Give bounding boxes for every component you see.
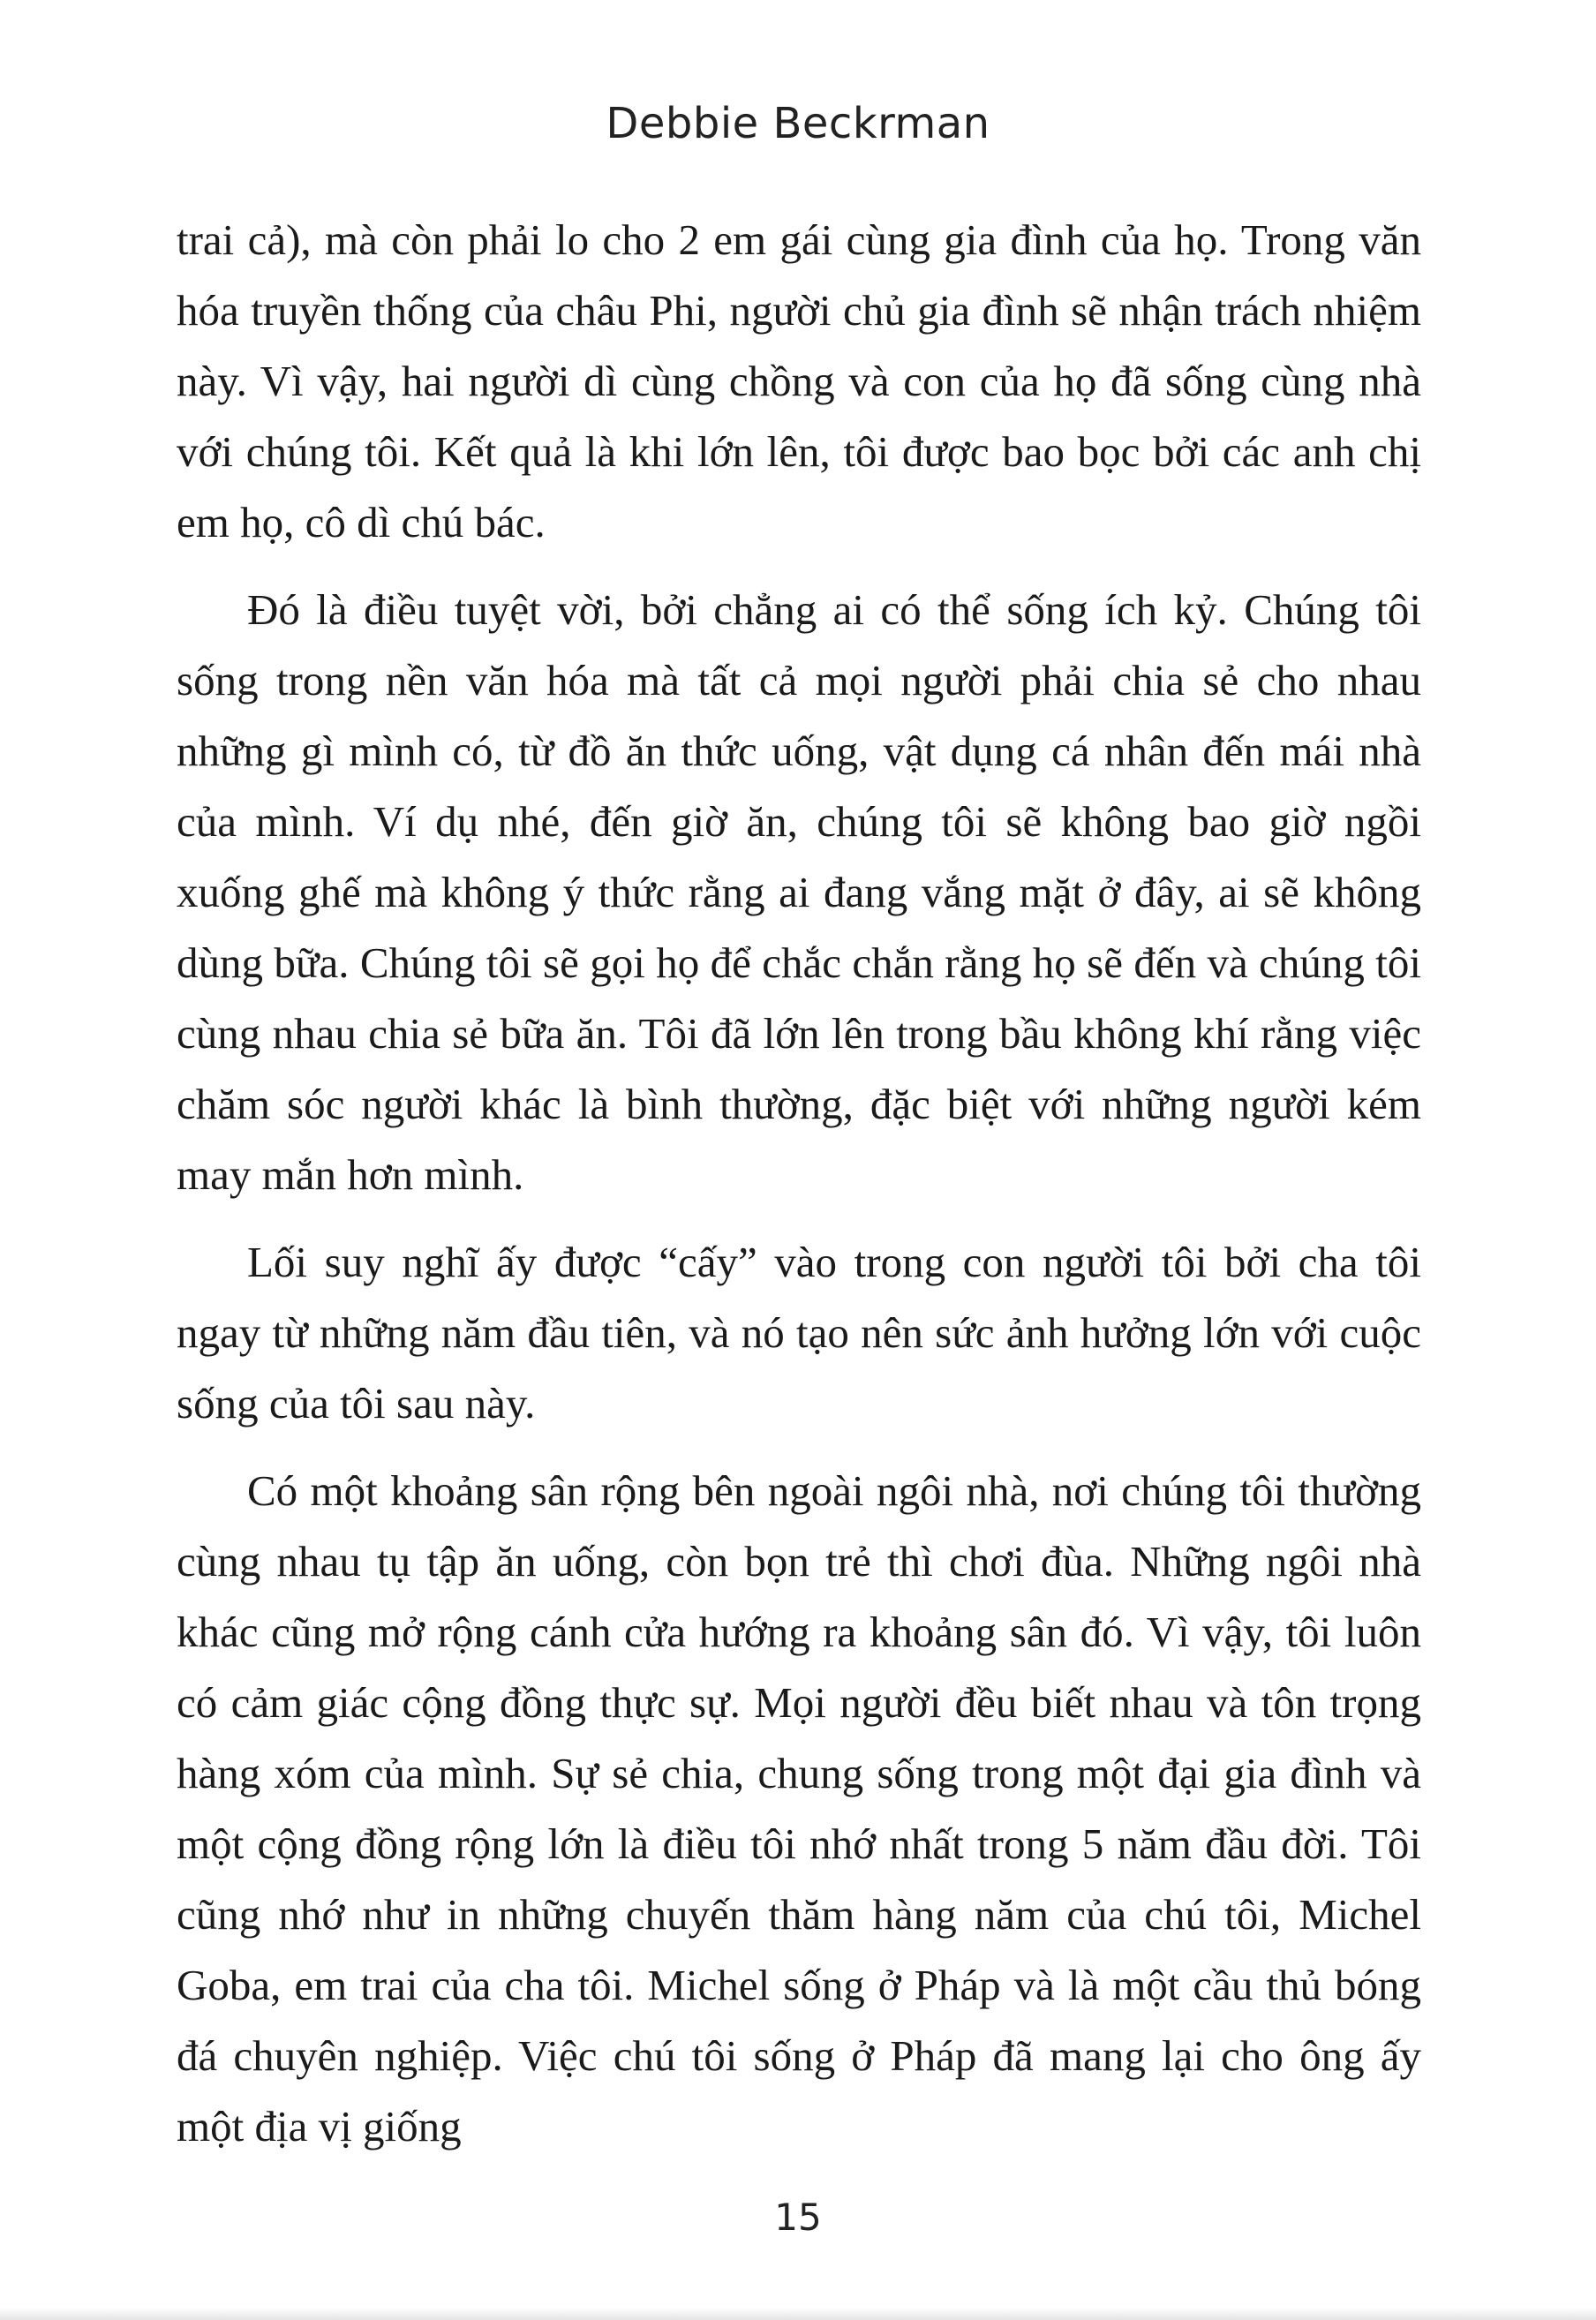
paragraph-continued: trai cả), mà còn phải lo cho 2 em gái cùng gia đình của họ. Trong văn hóa truyền thống của châu Phi, người chủ gia đình sẽ nhận trách nhiệm này. Vì vậy, hai người dì cùng chồng và con của họ đã sống cùng nhà với chúng tôi. Kết quả là khi lớn lên, tôi được bao bọc bởi các anh chị em họ, cô dì chú bác. (177, 215, 1421, 546)
page-body (177, 205, 1421, 2162)
paragraph: Lối suy nghĩ ấy được “cấy” vào trong con người tôi bởi cha tôi ngay từ những năm đầu tiên, và nó tạo nên sức ảnh hưởng lớn với cuộc sống của tôi sau này. (177, 1238, 1421, 1427)
scan-edge-shadow (0, 2308, 1596, 2320)
running-header-author: Debbie Beckrman (606, 99, 990, 148)
paragraph: Đó là điều tuyệt vời, bởi chẳng ai có thể sống ích kỷ. Chúng tôi sống trong nền văn hóa mà tất cả mọi người phải chia sẻ cho nhau những gì mình có, từ đồ ăn thức uống, vật dụng cá nhân đến mái nhà của mình. Ví dụ nhé, đến giờ ăn, chúng tôi sẽ không bao giờ ngồi xuống ghế mà không ý thức rằng ai đang vắng mặt ở đây, ai sẽ không dùng bữa. Chúng tôi sẽ gọi họ để chắc chắn rằng họ sẽ đến và chúng tôi cùng nhau chia sẻ bữa ăn. Tôi đã lớn lên trong bầu không khí rằng việc chăm sóc người khác là bình thường, đặc biệt với những người kém may mắn hơn mình. (177, 585, 1421, 1199)
paragraph: Có một khoảng sân rộng bên ngoài ngôi nhà, nơi chúng tôi thường cùng nhau tụ tập ăn uống, còn bọn trẻ thì chơi đùa. Những ngôi nhà khác cũng mở rộng cánh cửa hướng ra khoảng sân đó. Vì vậy, tôi luôn có cảm giác cộng đồng thực sự. Mọi người đều biết nhau và tôn trọng hàng xóm của mình. Sự sẻ chia, chung sống trong một đại gia đình và một cộng đồng rộng lớn là điều tôi nhớ nhất trong 5 năm đầu đời. Tôi cũng nhớ như in những chuyến thăm hàng năm của chú tôi, Michel Goba, em trai của cha tôi. Michel sống ở Pháp và là một cầu thủ bóng đá chuyên nghiệp. Việc chú tôi sống ở Pháp đã mang lại cho ông ấy một địa vị giống (177, 1466, 1421, 2151)
page-number: 15 (774, 2196, 822, 2239)
